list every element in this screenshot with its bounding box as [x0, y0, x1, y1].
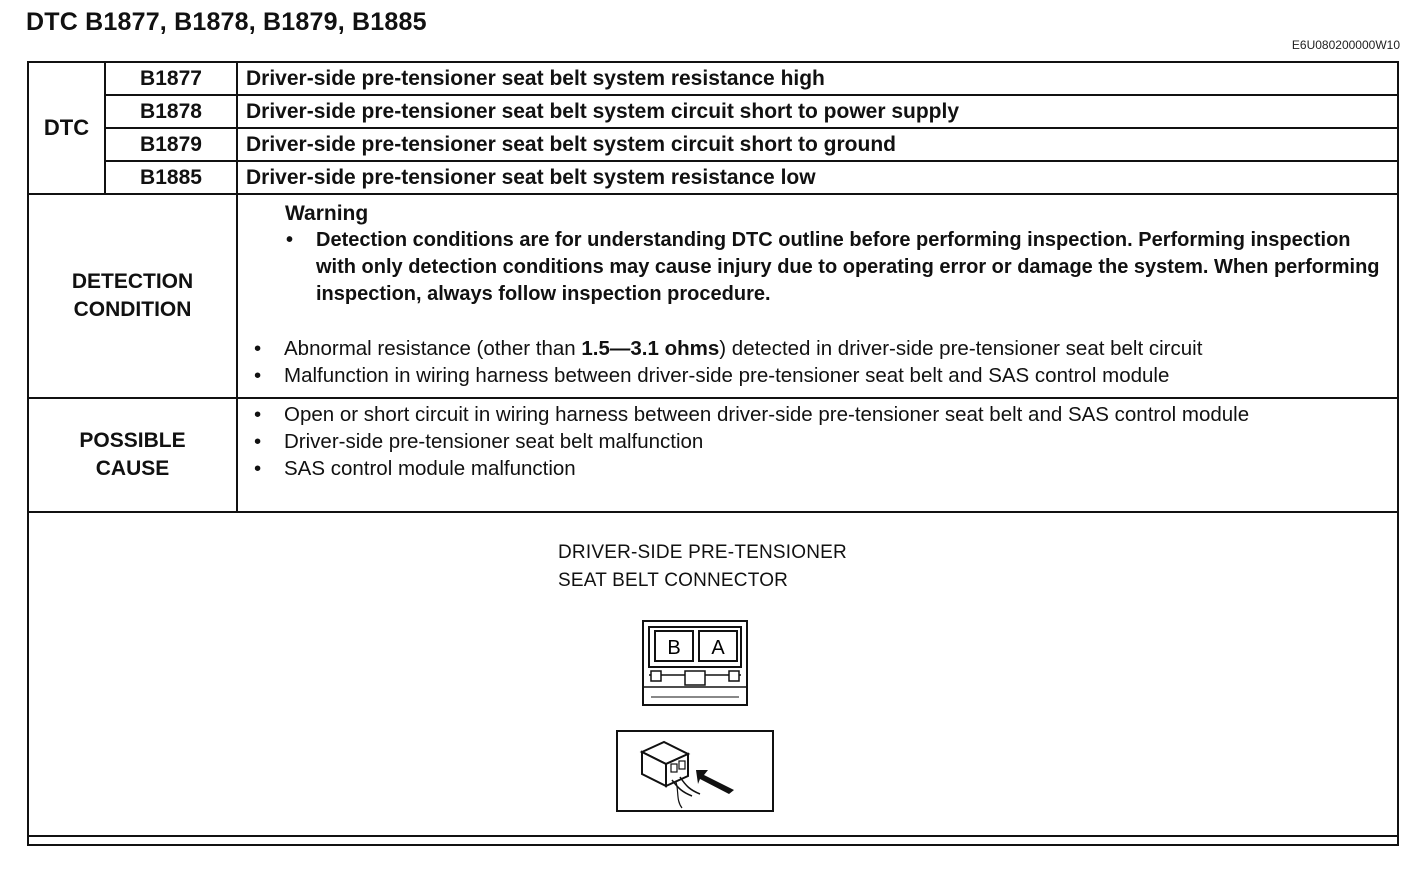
pin-b-label: B — [667, 637, 681, 659]
dtc-description: Driver-side pre-tensioner seat belt system circuit short to power supply — [237, 95, 1397, 128]
connector-label — [558, 539, 847, 595]
cause-item: • SAS control module malfunction — [252, 455, 1385, 482]
pin-a-label: A — [711, 637, 725, 659]
possible-cause-body — [237, 398, 1397, 512]
detection-item: • Malfunction in wiring harness between driver-side pre-tensioner seat belt and SAS control module — [252, 362, 1385, 389]
connector-face-icon — [641, 619, 751, 709]
cause-item: • Open or short circuit in wiring harness between driver-side pre-tensioner seat belt and SAS control module — [252, 401, 1385, 428]
detection-list — [252, 335, 1385, 389]
page-title: DTC B1877, B1878, B1879, B1885 — [26, 8, 427, 36]
detection-label-line: DETECTION — [71, 270, 194, 293]
possible-cause-list — [252, 401, 1385, 482]
dtc-row-b1877 — [29, 63, 1397, 95]
dtc-row-b1879 — [29, 128, 1397, 161]
diagram-row — [29, 512, 1397, 836]
document-id: E6U080200000W10 — [1291, 38, 1400, 52]
dtc-row-b1885 — [29, 161, 1397, 194]
dtc-table — [29, 63, 1397, 837]
dtc-description: Driver-side pre-tensioner seat belt system circuit short to ground — [237, 128, 1397, 161]
condition-label-line: CONDITION — [73, 298, 192, 321]
possible-cause-row — [29, 398, 1397, 512]
resistance-range: 1.5—3.1 ohms — [581, 337, 720, 360]
dtc-code: B1879 — [105, 128, 237, 161]
connector-label-line: DRIVER-SIDE PRE-TENSIONER — [558, 542, 847, 563]
dtc-info-table — [27, 61, 1399, 846]
connector-diagram — [29, 513, 1397, 835]
dtc-code: B1885 — [105, 161, 237, 194]
cause-label-line: CAUSE — [95, 457, 170, 480]
dtc-description: Driver-side pre-tensioner seat belt system resistance low — [237, 161, 1397, 194]
dtc-row-b1878 — [29, 95, 1397, 128]
dtc-code: B1877 — [105, 63, 237, 95]
detection-item: • Abnormal resistance (other than 1.5—3.1 ohms) detected in driver-side pre-tensioner seat belt circuit — [252, 335, 1385, 362]
diagram-cell — [29, 512, 1397, 836]
possible-label-line: POSSIBLE — [79, 429, 186, 452]
connector-label-line: SEAT BELT CONNECTOR — [558, 570, 789, 591]
warning-item: • Detection conditions are for understanding DTC outline before performing inspection. Performing inspection with only detection conditions may cause injury due to operating error or damage the system. When performing inspection, always follow inspection procedure. — [252, 227, 1385, 308]
dtc-label: DTC — [29, 63, 105, 194]
detection-condition-label — [29, 194, 237, 398]
cause-item: • Driver-side pre-tensioner seat belt malfunction — [252, 428, 1385, 455]
warning-list — [252, 227, 1385, 308]
dtc-code: B1878 — [105, 95, 237, 128]
detection-condition-row — [29, 194, 1397, 398]
possible-cause-label — [29, 398, 237, 512]
warning-title: Warning — [285, 202, 369, 225]
detection-condition-body — [237, 194, 1397, 398]
dtc-description: Driver-side pre-tensioner seat belt system resistance high — [237, 63, 1397, 95]
view-direction-icon — [616, 730, 774, 812]
